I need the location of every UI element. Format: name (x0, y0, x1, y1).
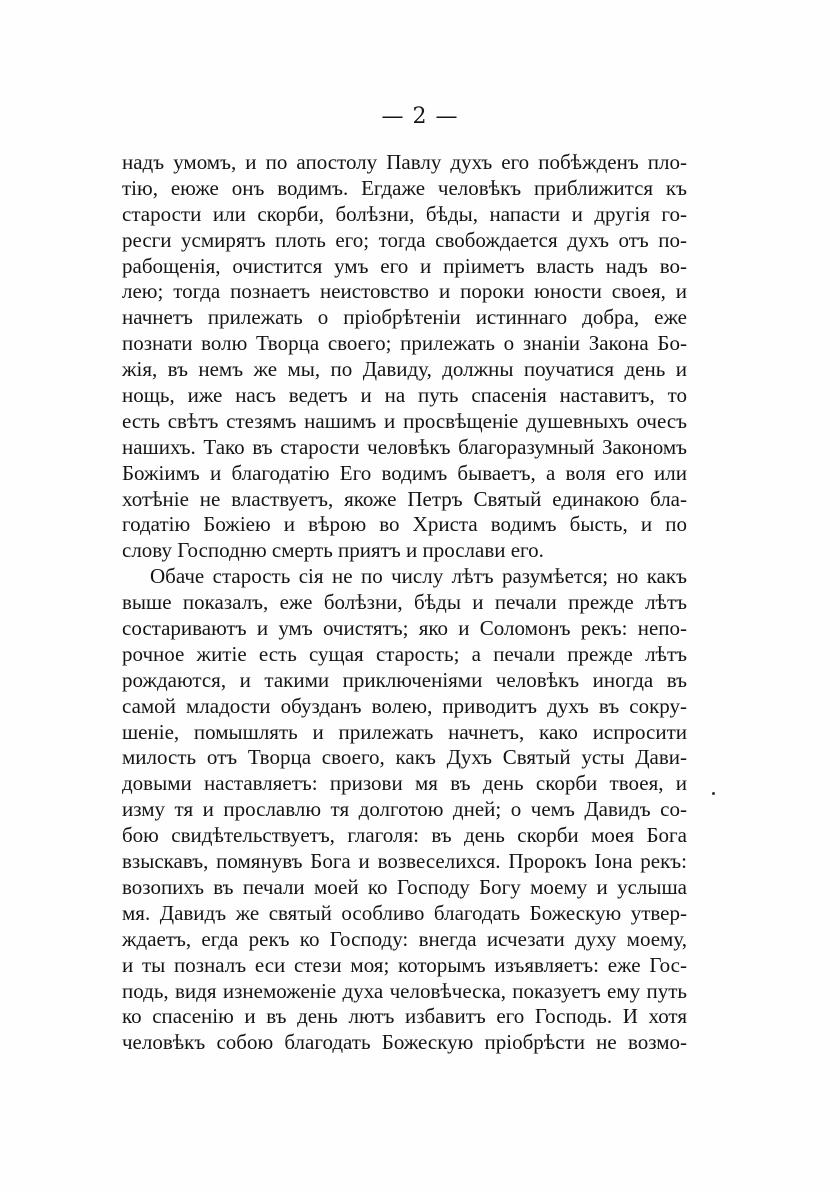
ink-speck (712, 792, 715, 795)
text-line: слову Господню смерть приятъ и прослави его. (122, 538, 544, 563)
text-line: годатію Божіею и вѣрою во Христа водимъ бысть, и по (122, 512, 687, 537)
text-line: самой младости обузданъ волею, приводитъ духъ въ сокру- (122, 693, 687, 718)
text-line: мя. Давидъ же святый особливо благодать Божескую утвер- (122, 900, 687, 925)
text-line: бою свидѣтельствуетъ, глаголя: въ день скорби моея Бога (122, 823, 687, 848)
text-line: изму тя и прославлю тя долготою дней; о чемъ Давидъ со- (122, 797, 687, 822)
text-line: и ты позналъ еси стези моя; которымъ изъявляетъ: еже Гос- (122, 952, 687, 977)
text-line: выше показалъ, еже болѣзни, бѣды и печали прежде лѣтъ (122, 590, 687, 615)
paragraph-1 (122, 150, 687, 564)
text-line: нашихъ. Тако въ старости человѣкъ благоразумный Закономъ (122, 434, 687, 459)
page-number: — 2 — (381, 104, 459, 129)
text-line: подь, видя изнеможеніе духа человѣческа, показуетъ ему путь (122, 978, 687, 1003)
text-line: рабощенія, очистится умъ его и пріиметъ власть надъ во- (122, 253, 687, 278)
text-line: Обаче старость сія не по числу лѣтъ разумѣется; но какъ (150, 564, 687, 589)
text-line: познати волю Творца своего; прилежать о знаніи Закона Бо- (122, 331, 687, 356)
text-line: жія, въ немъ же мы, по Давиду, должны поучатися день и (122, 357, 687, 382)
text-line: состариваютъ и умъ очистятъ; яко и Соломонъ рекъ: непо- (122, 616, 687, 641)
text-line: рочное житіе есть сущая старость; а печали прежде лѣтъ (122, 641, 687, 666)
text-line: нощь, иже насъ ведетъ и на путь спасенія наставитъ, то (122, 383, 687, 408)
text-line: старости или скорби, болѣзни, бѣды, напасти и другія го- (122, 201, 687, 226)
text-line: рождаются, и такими приключеніями человѣкъ иногда въ (122, 667, 687, 692)
text-line: взыскавъ, помянувъ Бога и возвеселихся. Пророкъ Іона рекъ: (122, 849, 687, 874)
text-line: ждаетъ, егда рекъ ко Господу: внегда исчезати духу моему, (122, 926, 687, 951)
text-line: есть свѣтъ стезямъ нашимъ и просвѣщеніе душевныхъ очесъ (122, 408, 687, 433)
text-line: ко спасенію и въ день лютъ избавитъ его Господь. И хотя (122, 1004, 687, 1029)
text-line: шеніе, помышлять и прилежать начнетъ, како испросити (122, 719, 687, 744)
text-line: Божіимъ и благодатію Его водимъ бываетъ, а воля его или (122, 460, 687, 485)
text-line: хотѣніе не властвуетъ, якоже Петръ Святый единакою бла- (122, 486, 687, 511)
text-line: довыми наставляетъ: призови мя въ день скорби твоея, и (122, 771, 687, 796)
text-line: начнетъ прилежать о пріобрѣтеніи истиннаго добра, еже (122, 305, 687, 330)
text-line: лею; тогда познаетъ неистовство и пороки юности своея, и (122, 279, 687, 304)
text-line: надъ умомъ, и по апостолу Павлу духъ его побѣжденъ пло- (122, 150, 687, 174)
text-line: милость отъ Творца своего, какъ Духъ Святый усты Дави- (122, 745, 687, 770)
text-line: тію, еюже онъ водимъ. Егдаже человѣкъ приближится къ (122, 175, 687, 200)
text-block (122, 150, 687, 1056)
text-line: человѣкъ собою благодать Божескую пріобрѣсти не возмо- (122, 1030, 687, 1055)
text-line: возопихъ въ печали моей ко Господу Богу моему и услыша (122, 874, 687, 899)
paragraph-2 (122, 564, 687, 1056)
text-line: ресги усмирятъ плоть его; тогда свобождается духъ отъ по- (122, 227, 687, 252)
